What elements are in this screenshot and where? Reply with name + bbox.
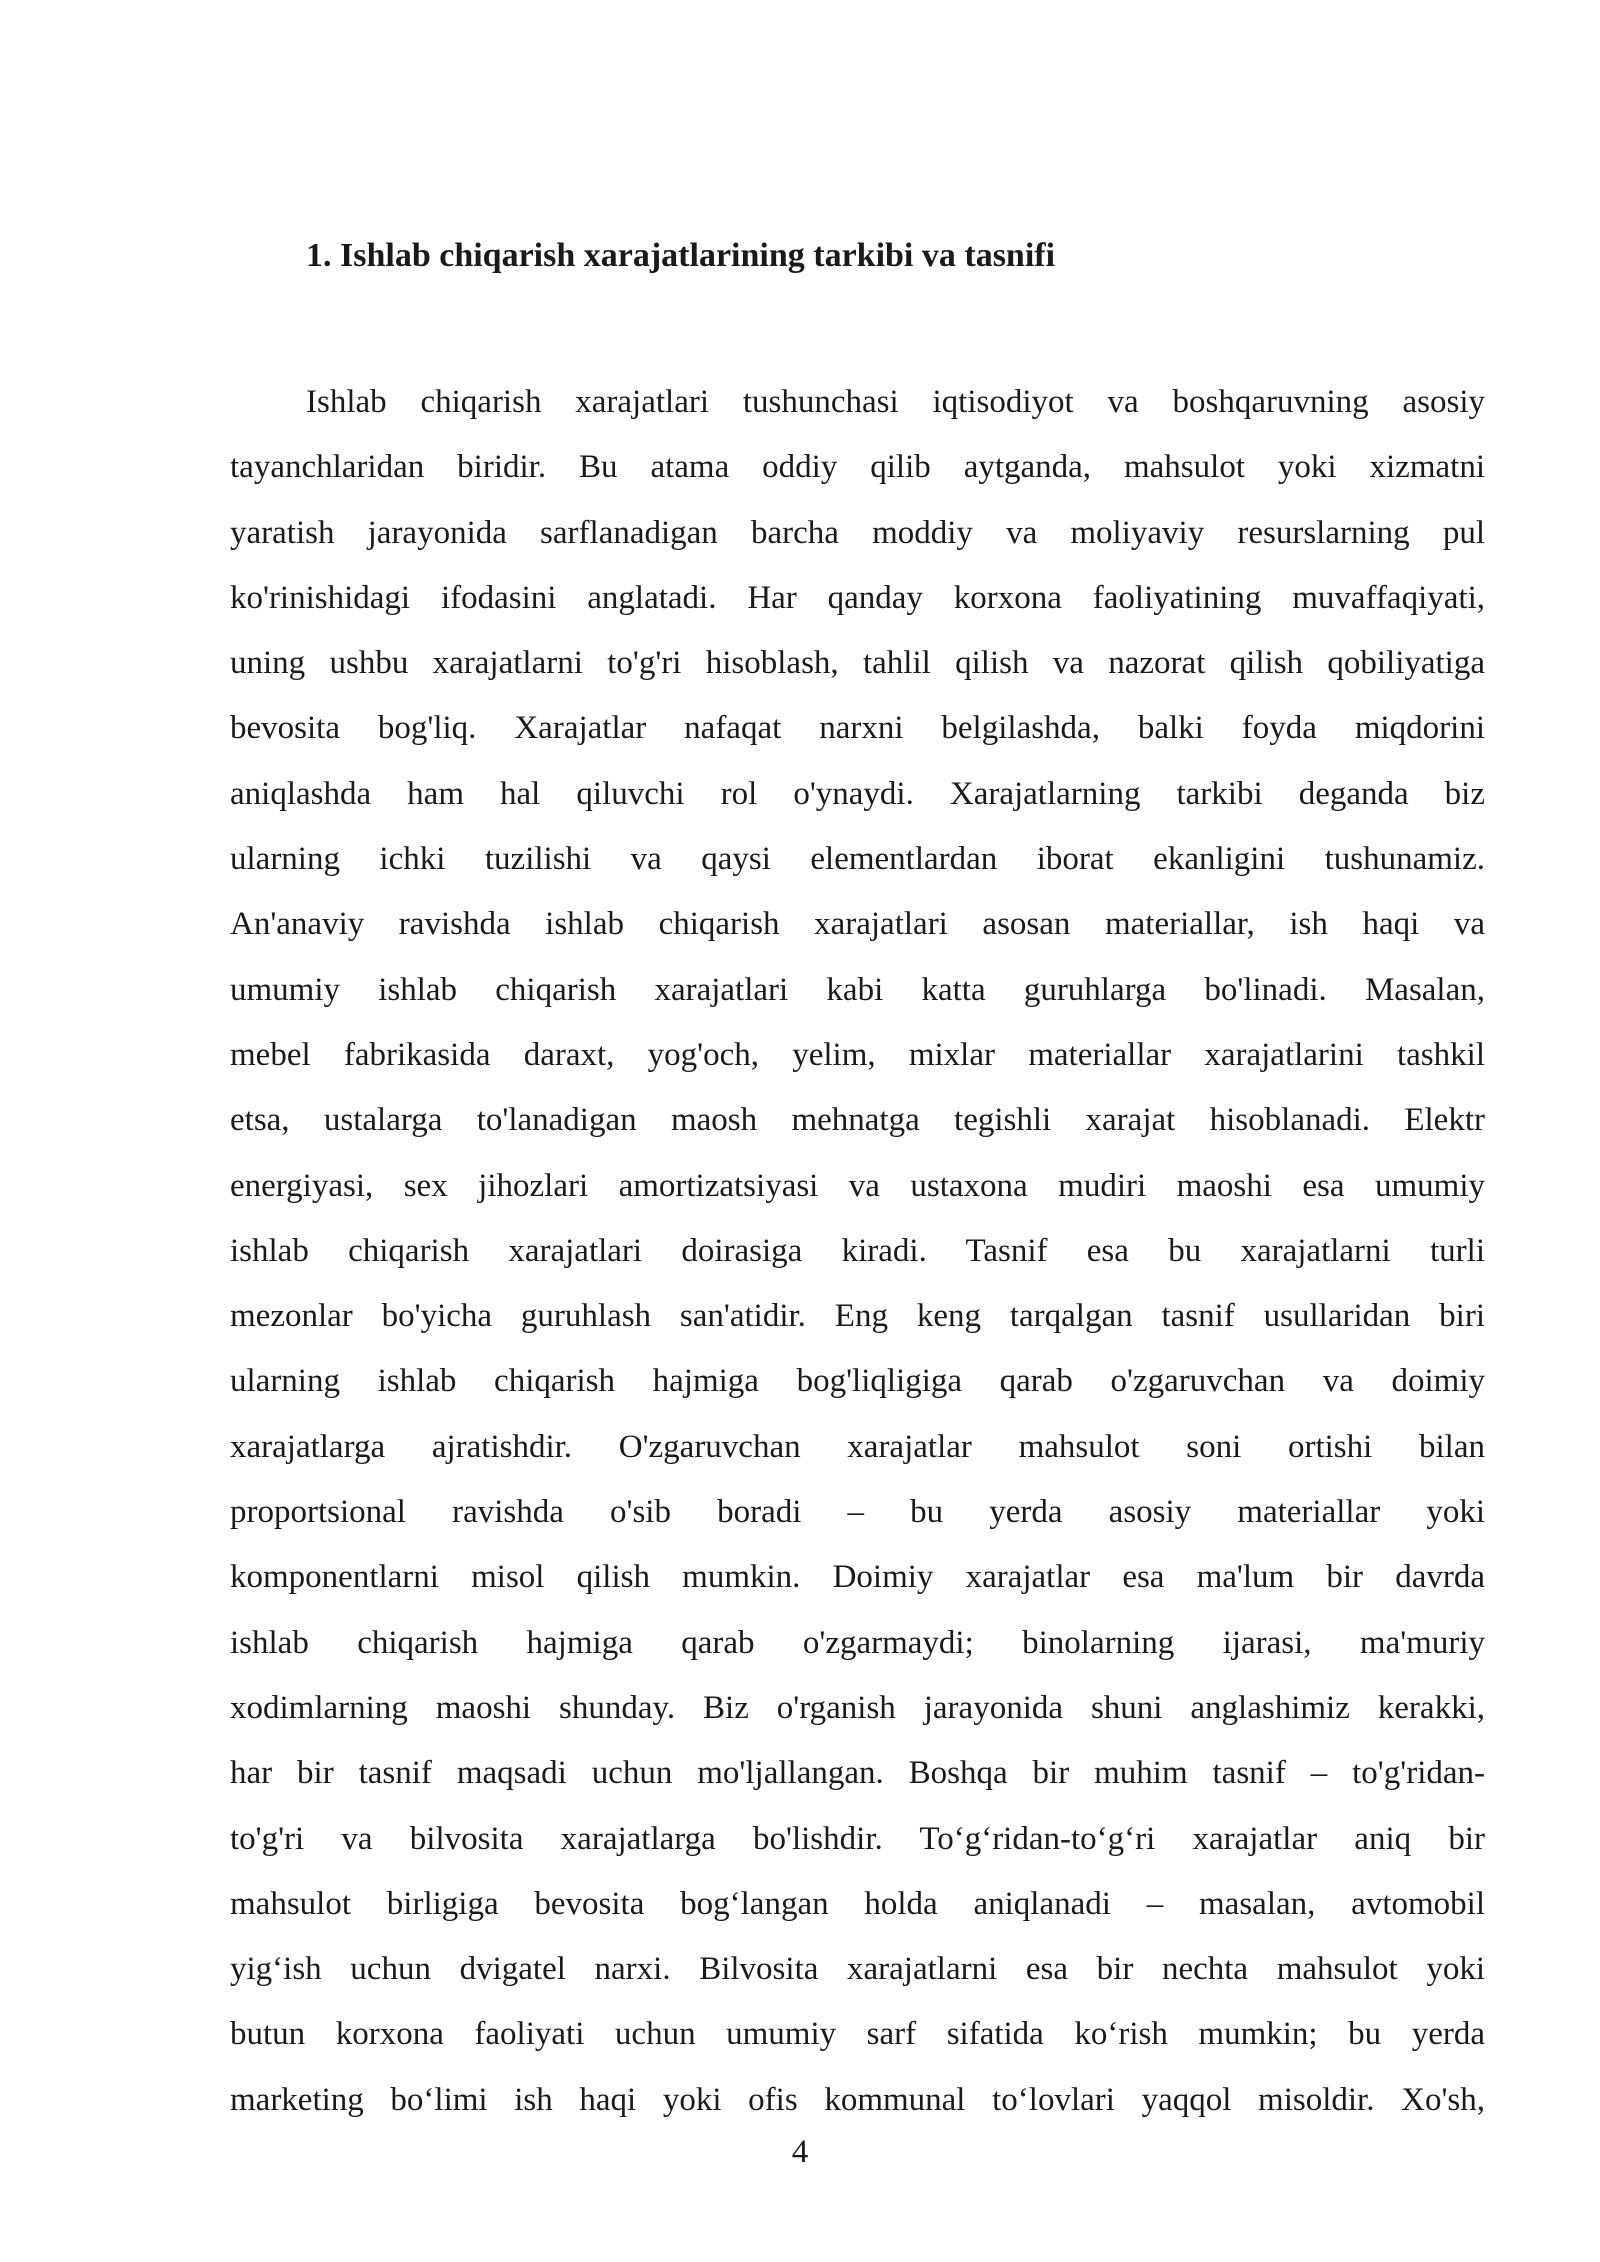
text-line: har bir tasnif maqsadi uchun mo'ljallangan. Boshqa bir muhim tasnif – to'g'ridan- <box>230 1755 1485 1792</box>
page-number: 4 <box>791 2134 809 2170</box>
text-line: mahsulot birligiga bevosita bog‘langan holda aniqlanadi – masalan, avtomobil <box>230 1885 1485 1922</box>
text-line: An'anaviy ravishda ishlab chiqarish xarajatlari asosan materiallar, ish haqi va <box>230 906 1485 943</box>
text-line: ularning ichki tuzilishi va qaysi elementlardan iborat ekanligini tushunamiz. <box>230 841 1485 878</box>
section-heading: 1. Ishlab chiqarish xarajatlarining tarkibi va tasnifi <box>306 237 1056 274</box>
text-line: xodimlarning maoshi shunday. Biz o'rganish jarayonida shuni anglashimiz kerakki, <box>230 1689 1485 1726</box>
text-line: umumiy ishlab chiqarish xarajatlari kabi katta guruhlarga bo'linadi. Masalan, <box>230 971 1485 1008</box>
text-line: xarajatlarga ajratishdir. O'zgaruvchan xarajatlar mahsulot soni ortishi bilan <box>230 1428 1485 1465</box>
text-line: to'g'ri va bilvosita xarajatlarga bo'lishdir. To‘g‘ridan-to‘g‘ri xarajatlar aniq bir <box>230 1820 1485 1857</box>
text-line: Ishlab chiqarish xarajatlari tushunchasi iqtisodiyot va boshqaruvning asosiy <box>306 384 1485 420</box>
text-line: mebel fabrikasida daraxt, yog'och, yelim, mixlar materiallar xarajatlarini tashkil <box>230 1036 1485 1073</box>
text-line: uning ushbu xarajatlarni to'g'ri hisoblash, tahlil qilish va nazorat qilish qobiliyatiga <box>230 645 1485 682</box>
text-line: ko'rinishidagi ifodasini anglatadi. Har qanday korxona faoliyatining muvaffaqiyati, <box>230 579 1485 616</box>
text-line: tayanchlaridan biridir. Bu atama oddiy qilib aytganda, mahsulot yoki xizmatni <box>230 449 1485 486</box>
body-paragraph <box>230 378 1485 2141</box>
text-line: ishlab chiqarish hajmiga qarab o'zgarmaydi; binolarning ijarasi, ma'muriy <box>230 1624 1485 1661</box>
text-line: mezonlar bo'yicha guruhlash san'atidir. Eng keng tarqalgan tasnif usullaridan biri <box>230 1298 1485 1335</box>
text-line: bevosita bog'liq. Xarajatlar nafaqat narxni belgilashda, balki foyda miqdorini <box>230 710 1485 747</box>
text-line: yig‘ish uchun dvigatel narxi. Bilvosita xarajatlarni esa bir nechta mahsulot yoki <box>230 1951 1485 1988</box>
text-line: etsa, ustalarga to'lanadigan maosh mehnatga tegishli xarajat hisoblanadi. Elektr <box>230 1102 1485 1139</box>
text-line: komponentlarni misol qilish mumkin. Doimiy xarajatlar esa ma'lum bir davrda <box>230 1559 1485 1596</box>
text-line: energiyasi, sex jihozlari amortizatsiyasi va ustaxona mudiri maoshi esa umumiy <box>230 1167 1485 1204</box>
text-line: ularning ishlab chiqarish hajmiga bog'liqligiga qarab o'zgaruvchan va doimiy <box>230 1363 1485 1400</box>
text-line: marketing bo‘limi ish haqi yoki ofis kommunal to‘lovlari yaqqol misoldir. Xo'sh, <box>230 2081 1485 2118</box>
text-line: butun korxona faoliyati uchun umumiy sarf sifatida ko‘rish mumkin; bu yerda <box>230 2016 1485 2053</box>
text-line: ishlab chiqarish xarajatlari doirasiga kiradi. Tasnif esa bu xarajatlarni turli <box>230 1232 1485 1269</box>
text-line: aniqlashda ham hal qiluvchi rol o'ynaydi. Xarajatlarning tarkibi deganda biz <box>230 775 1485 812</box>
text-line: yaratish jarayonida sarflanadigan barcha moddiy va moliyaviy resurslarning pul <box>230 514 1485 551</box>
text-line: proportsional ravishda o'sib boradi – bu yerda asosiy materiallar yoki <box>230 1494 1485 1531</box>
